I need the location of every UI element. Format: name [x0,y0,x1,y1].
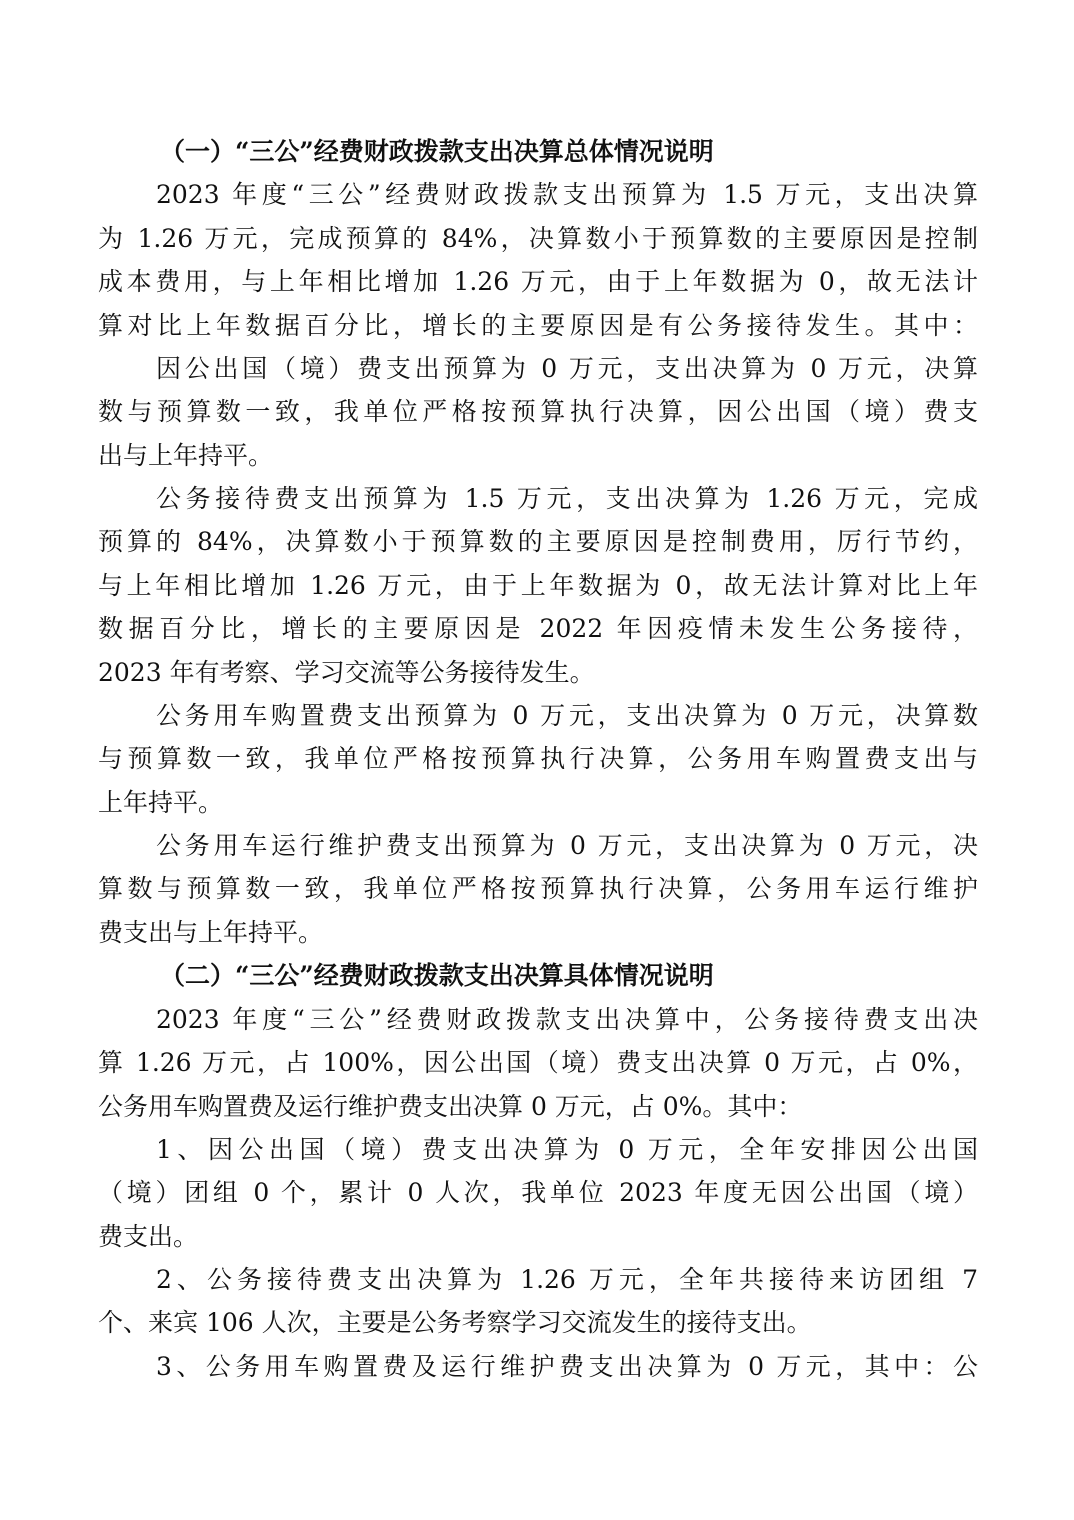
paragraph-line: 3、公务用车购置费及运行维护费支出决算为 0 万元，其中：公 [156,1352,978,1381]
paragraph-line: 算数与预算数一致，我单位严格按预算执行决算，公务用车运行维护 [98,874,978,904]
paragraph-line: 出与上年持平。 [98,440,274,470]
paragraph-line: 1、因公出国（境）费支出决算为 0 万元，全年安排因公出国 [156,1135,978,1164]
paragraph-line: 2023 年有考察、学习交流等公务接待发生。 [98,657,595,687]
paragraph-line: 费支出。 [98,1221,199,1251]
section-heading-text: （二）“三公”经费财政拨款支出决算具体情况说明 [160,961,714,990]
paragraph-line: 2023 年度“三公”经费财政拨款支出预算为 1.5 万元，支出决算 [156,180,978,210]
section-heading [98,954,978,997]
paragraph-line: 与预算数一致，我单位严格按预算执行决算，公务用车购置费支出与 [98,744,978,774]
paragraph-line: 公务用车购置费及运行维护费支出决算 0 万元，占 0%。其中： [98,1091,803,1121]
paragraph-line: 公务用车运行维护费支出预算为 0 万元，支出决算为 0 万元，决 [156,831,978,860]
paragraph [98,1258,978,1345]
paragraph-line: 数与预算数一致，我单位严格按预算执行决算，因公出国（境）费支 [98,397,978,427]
paragraph-line: 因公出国（境）费支出预算为 0 万元，支出决算为 0 万元，决算 [156,354,978,383]
paragraph [98,1345,978,1388]
paragraph-line: 成本费用，与上年相比增加 1.26 万元，由于上年数据为 0，故无法计 [98,267,978,297]
paragraph [98,824,978,954]
section-heading [98,130,978,173]
paragraph-line: 2、公务接待费支出决算为 1.26 万元，全年共接待来访团组 7 [156,1265,978,1294]
paragraph-line: 2023 年度“三公”经费财政拨款支出决算中，公务接待费支出决 [156,1005,978,1034]
paragraph-line: 预算的 84%，决算数小于预算数的主要原因是控制费用，厉行节约， [98,527,978,557]
paragraph-line: 与上年相比增加 1.26 万元，由于上年数据为 0，故无法计算对比上年 [98,570,978,600]
paragraph-line: 公务用车购置费支出预算为 0 万元，支出决算为 0 万元，决算数 [156,701,978,730]
paragraph-line: （境）团组 0 个，累计 0 人次，我单位 2023 年度无因公出国（境） [98,1178,978,1208]
section-heading-text: （一）“三公”经费财政拨款支出决算总体情况说明 [160,137,714,166]
paragraph-line: 为 1.26 万元，完成预算的 84%，决算数小于预算数的主要原因是控制 [98,223,978,253]
paragraph-line: 上年持平。 [98,787,224,817]
paragraph-line: 算 1.26 万元，占 100%，因公出国（境）费支出决算 0 万元，占 0%， [98,1048,978,1078]
paragraph-line: 费支出与上年持平。 [98,917,324,947]
paragraph [98,1128,978,1258]
paragraph-line: 数据百分比，增长的主要原因是 2022 年因疫情未发生公务接待， [98,614,978,644]
paragraph-line: 个、来宾 106 人次，主要是公务考察学习交流发生的接待支出。 [98,1308,812,1338]
paragraph [98,998,978,1128]
paragraph-line: 算对比上年数据百分比，增长的主要原因是有公务接待发生。其中： [98,310,978,340]
paragraph-line: 公务接待费支出预算为 1.5 万元，支出决算为 1.26 万元，完成 [156,484,978,513]
paragraph [98,694,978,824]
paragraph [98,347,978,477]
paragraph [98,173,978,347]
paragraph [98,477,978,694]
